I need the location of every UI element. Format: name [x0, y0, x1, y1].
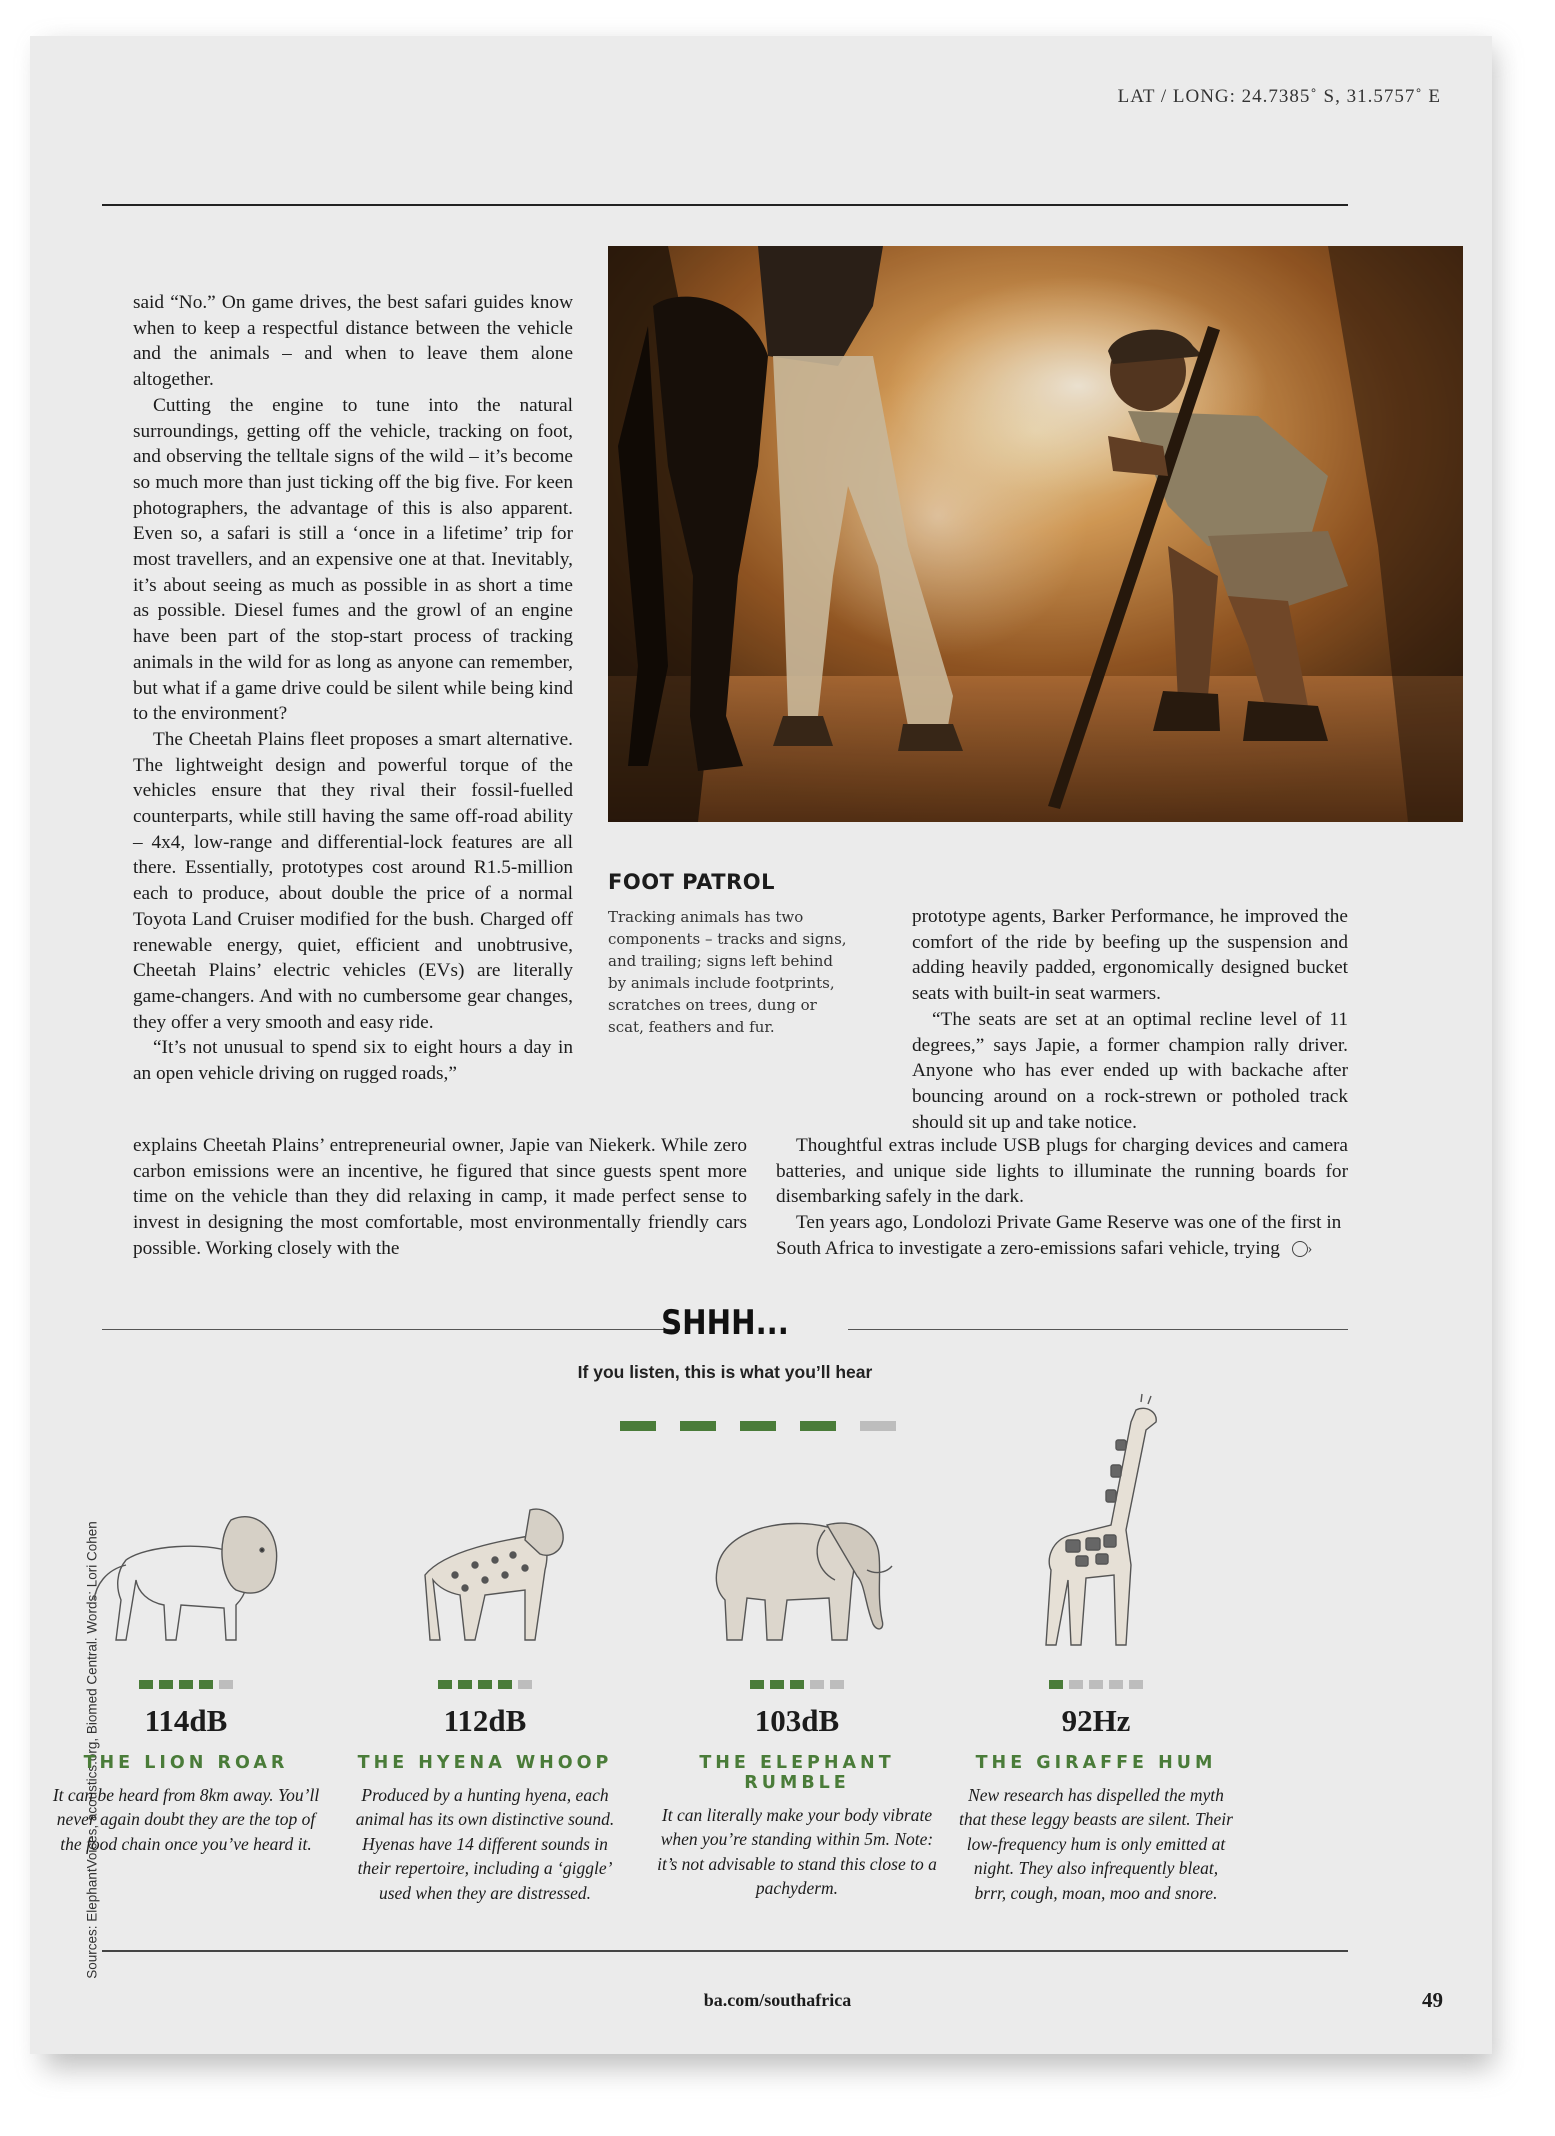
paragraph: Thoughtful extras include USB plugs for charging devices and camera batteries, and unique side lights to illuminate the running boards for disembarking safely in the dark. [776, 1135, 1348, 1208]
volume-scale [620, 1421, 896, 1431]
meter-segment [1089, 1680, 1103, 1689]
scale-bar [680, 1421, 716, 1431]
animal-card [642, 1470, 952, 1901]
foot-patrol-photo [608, 246, 1463, 822]
meter-segment [478, 1680, 492, 1689]
animal-card [31, 1470, 341, 1856]
animal-sound-title: THE ELEPHANT RUMBLE [699, 1753, 895, 1793]
infographic-title: SHHH... [661, 1303, 789, 1343]
animal-card [941, 1390, 1251, 1905]
volume-meter [642, 1680, 952, 1689]
meter-segment [199, 1680, 213, 1689]
article-column-3-wide [776, 1133, 1348, 1262]
meter-segment [1069, 1680, 1083, 1689]
meter-segment [139, 1680, 153, 1689]
paragraph-continued [776, 1210, 1348, 1261]
paragraph: “The seats are set at an optimal recline level of 11 degrees,” says Japie, a former champion rally driver. Anyone who has ever ended up with backache after bouncing around on a rock-strewn or potholed track should sit up and take notice. [912, 1008, 1348, 1133]
hyena-icon [330, 1470, 640, 1650]
scale-bar [800, 1421, 836, 1431]
caption-body: Tracking animals has two components – tracks and signs, and trailing; signs left behind by animals include footprints, scratches on trees, dung or scat, feathers and fur. [608, 908, 847, 1036]
giraffe-icon [941, 1390, 1251, 1650]
animal-sound-description: It can literally make your body vibrate when you’re standing within 5m. Note: it’s not advisable to stand this close to a pachyderm. [657, 1805, 937, 1899]
sound-level: 112dB [443, 1703, 527, 1738]
volume-meter [941, 1680, 1251, 1689]
animal-sound-title: THE GIRAFFE HUM [975, 1753, 1217, 1773]
meter-segment [770, 1680, 784, 1689]
animal-sound-description: New research has dispelled the myth that these leggy beasts are silent. Their low-frequency hum is only emitted at night. They also infrequently bleat, brrr, cough, moan, moo and snore. [959, 1785, 1233, 1903]
volume-meter [31, 1680, 341, 1689]
article-column-1-wide [133, 1133, 747, 1262]
animal-sound-description: It can be heard from 8km away. You’ll never again doubt they are the top of the food chain once you’ve heard it. [52, 1785, 320, 1854]
meter-segment [219, 1680, 233, 1689]
paragraph: prototype agents, Barker Performance, he improved the comfort of the ride by beefing up the suspension and adding heavily padded, ergonomically designed bucket seats with built-in seat warmers. [912, 906, 1348, 1005]
footer-rule [102, 1950, 1348, 1952]
header-rule [102, 204, 1348, 206]
meter-segment [790, 1680, 804, 1689]
sound-level: 92Hz [1061, 1703, 1131, 1738]
meter-segment [458, 1680, 472, 1689]
meter-segment [830, 1680, 844, 1689]
paragraph: The Cheetah Plains fleet proposes a smart alternative. The lightweight design and powerful torque of the vehicles ensure that they rival their fossil-fuelled counterparts, while still having the same off-road ability – 4x4, low-range and differential-lock features are all there. Essentially, prototypes cost around R1.5-million each to produce, about double the price of a normal Toyota Land Cruiser modified for the bush. Charged off renewable energy, quiet, efficient and unobtrusive, Cheetah Plains’ electric vehicles (EVs) are literally game-changers. And with no cumbersome gear changes, they offer a very smooth and easy ride. [133, 728, 573, 1033]
paragraph: explains Cheetah Plains’ entrepreneurial owner, Japie van Niekerk. While zero carbon emissions were an incentive, he figured that since guests spent more time on the vehicle than they did relaxing in camp, it made perfect sense to invest in designing the most comfortable, most environmentally friendly cars possible. Working closely with the [133, 1135, 747, 1259]
meter-segment [1049, 1680, 1063, 1689]
scale-bar [860, 1421, 896, 1431]
volume-meter [330, 1680, 640, 1689]
paragraph: “It’s not unusual to spend six to eight hours a day in an open vehicle driving on rugged roads,” [133, 1037, 573, 1085]
infographic-subtitle: If you listen, this is what you’ll hear [577, 1362, 873, 1382]
article-column-3 [912, 904, 1348, 1135]
paragraph: Cutting the engine to tune into the natural surroundings, getting off the vehicle, tracking on foot, and observing the telltale signs of the wild – it’s become so much more than just ticking off the big five. For keen photographers, the advantage of this is also apparent. Even so, a safari is still a ‘once in a lifetime’ trip for most travellers, and an expensive one at that. Inevitably, it’s about seeing as much as possible in as short a time as possible. Diesel fumes and the growl of an engine have been part of the stop-start process of tracking animals in the wild for as long as anyone can remember, but what if a game drive could be silent while being kind to the environment? [133, 394, 573, 725]
scale-bar [620, 1421, 656, 1431]
sound-level: 103dB [754, 1703, 840, 1738]
continue-arrow-icon: › [1292, 1241, 1308, 1257]
meter-segment [750, 1680, 764, 1689]
meter-segment [1129, 1680, 1143, 1689]
meter-segment [810, 1680, 824, 1689]
paragraph: said “No.” On game drives, the best safari guides know when to keep a respectful distance between the vehicle and the animals – and when to leave them alone altogether. [133, 292, 573, 391]
animal-sound-title: THE LION ROAR [83, 1753, 289, 1773]
caption-title: FOOT PATROL [608, 870, 775, 894]
animal-card [330, 1470, 640, 1905]
animal-sound-description: Produced by a hunting hyena, each animal has its own distinctive sound. Hyenas have 14 different sounds in their repertoire, including a ‘giggle’ used when they are distressed. [355, 1785, 615, 1903]
meter-segment [498, 1680, 512, 1689]
meter-segment [159, 1680, 173, 1689]
animal-sound-title: THE HYENA WHOOP [357, 1753, 613, 1773]
sources-credit: Sources: ElephantVoices, acoustics.org, Biomed Central. Words: Lori Cohen [84, 1521, 100, 1979]
article-column-1 [133, 290, 573, 1087]
page-number: 49 [1422, 1988, 1443, 2012]
meter-segment [438, 1680, 452, 1689]
scale-bar [740, 1421, 776, 1431]
meter-segment [518, 1680, 532, 1689]
lion-icon [31, 1470, 341, 1650]
meter-segment [1109, 1680, 1123, 1689]
sound-level: 114dB [144, 1703, 228, 1738]
coordinates: LAT / LONG: 24.7385˚ S, 31.5757˚ E [1117, 86, 1441, 107]
paragraph-text: Ten years ago, Londolozi Private Game Reserve was one of the first in South Africa to investigate a zero-emissions safari vehicle, trying [776, 1212, 1342, 1259]
elephant-icon [642, 1470, 952, 1650]
meter-segment [179, 1680, 193, 1689]
footer-url: ba.com/southafrica [703, 1990, 852, 2010]
safari-photo [608, 246, 1463, 822]
